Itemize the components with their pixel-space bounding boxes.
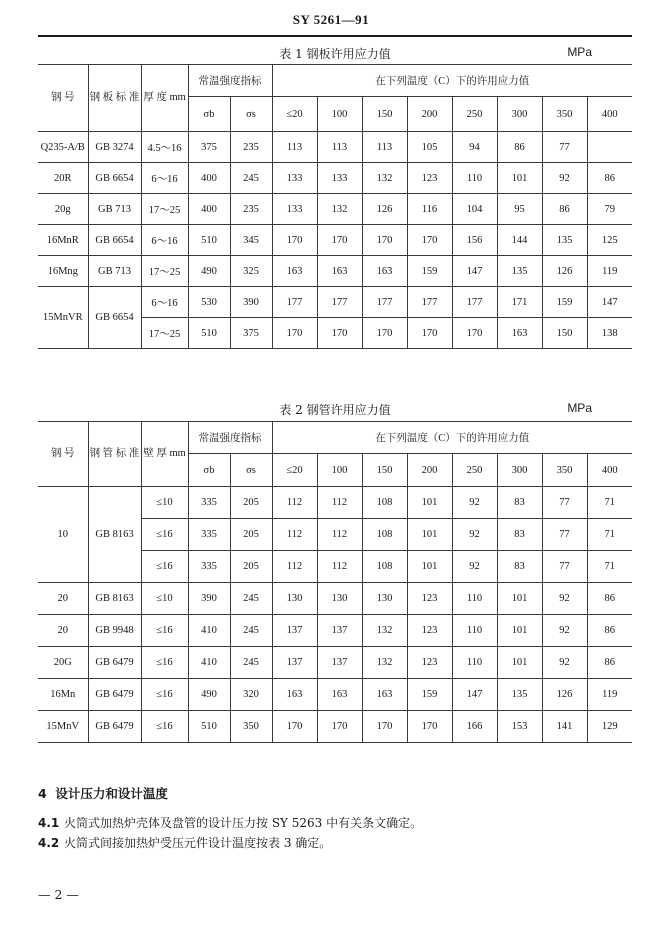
stress-value-cell: 116 (407, 194, 452, 225)
stress-value-cell: 110 (452, 615, 497, 647)
sigma-s-cell: 235 (230, 132, 272, 163)
stress-value-cell: 170 (317, 711, 362, 743)
stress-value-cell: 170 (317, 225, 362, 256)
document-header: SY 5261—91 (292, 12, 370, 27)
stress-value-cell: 135 (497, 256, 542, 287)
stress-value-cell: 163 (362, 679, 407, 711)
clause-4-1 (38, 814, 422, 831)
thickness-cell: ≤16 (141, 647, 188, 679)
stress-value-cell: 101 (497, 615, 542, 647)
grade-cell: 20g (38, 194, 88, 225)
stress-value-cell: 86 (587, 647, 632, 679)
stress-value-cell: 105 (407, 132, 452, 163)
sigma-s-cell: 245 (230, 583, 272, 615)
stress-value-cell: 86 (542, 194, 587, 225)
temperature-header: 100 (317, 454, 362, 487)
sigma-b-cell: 335 (188, 487, 230, 519)
stress-value-cell: 170 (317, 318, 362, 349)
stress-value-cell: 130 (317, 583, 362, 615)
stress-value-cell: 108 (362, 487, 407, 519)
stress-value-cell: 77 (542, 132, 587, 163)
stress-value-cell: 147 (452, 256, 497, 287)
table2-caption-bar (38, 398, 632, 418)
stress-value-cell: 86 (587, 163, 632, 194)
stress-value-cell: 137 (317, 615, 362, 647)
stress-value-cell: 113 (272, 132, 317, 163)
stress-value-cell: 77 (542, 487, 587, 519)
stress-value-cell: 133 (317, 163, 362, 194)
stress-value-cell: 108 (362, 519, 407, 551)
sigma-b-cell: 335 (188, 519, 230, 551)
stress-value-cell: 163 (362, 256, 407, 287)
sigma-s-cell: 205 (230, 551, 272, 583)
grade-cell: 15MnV (38, 711, 88, 743)
stress-value-cell: 77 (542, 551, 587, 583)
standard-header: 钢 板 标 准 (88, 65, 141, 132)
stress-value-cell: 159 (407, 256, 452, 287)
stress-value-cell: 112 (317, 551, 362, 583)
stress-value-cell: 86 (587, 615, 632, 647)
thickness-header: 壁 厚 mm (141, 422, 188, 487)
clause-number: 4.2 (38, 836, 60, 850)
stress-value-cell: 125 (587, 225, 632, 256)
table1-steel-plate-stress (38, 64, 632, 349)
temperature-header: 300 (497, 97, 542, 132)
sigma-b-cell: 510 (188, 711, 230, 743)
sigma-s-cell: 390 (230, 287, 272, 318)
stress-value-cell: 83 (497, 551, 542, 583)
grade-cell: 15MnVR (38, 287, 88, 349)
stress-value-cell: 77 (542, 519, 587, 551)
stress-value-cell: 159 (407, 679, 452, 711)
stress-value-cell: 92 (542, 615, 587, 647)
standard-cell: GB 8163 (88, 583, 141, 615)
strength-header: 常温强度指标 (188, 422, 272, 454)
thickness-cell: ≤16 (141, 519, 188, 551)
stress-value-cell: 144 (497, 225, 542, 256)
stress-value-cell: 110 (452, 583, 497, 615)
stress-value-cell: 92 (452, 551, 497, 583)
stress-value-cell: 177 (362, 287, 407, 318)
stress-value-cell: 123 (407, 615, 452, 647)
stress-value-cell: 170 (452, 318, 497, 349)
stress-value-cell: 130 (362, 583, 407, 615)
stress-value-cell: 132 (362, 163, 407, 194)
thickness-cell: 4.5～16 (141, 132, 188, 163)
stress-value-cell: 163 (272, 256, 317, 287)
sigma-b-cell: 400 (188, 194, 230, 225)
stress-value-cell: 170 (407, 711, 452, 743)
stress-value-cell: 126 (542, 679, 587, 711)
stress-value-cell: 95 (497, 194, 542, 225)
sigma-s-cell: 245 (230, 615, 272, 647)
sigma-b-cell: 375 (188, 132, 230, 163)
stress-value-cell: 170 (362, 225, 407, 256)
sigma-b-cell: 410 (188, 615, 230, 647)
stress-value-cell: 170 (272, 711, 317, 743)
standard-cell: GB 6654 (88, 163, 141, 194)
stress-value-cell: 123 (407, 583, 452, 615)
table1-caption: 表 1 钢板许用应力值 (279, 47, 391, 61)
thickness-cell: 6～16 (141, 287, 188, 318)
standard-cell: GB 3274 (88, 132, 141, 163)
temperature-header: ≤20 (272, 97, 317, 132)
thickness-header: 厚 度 mm (141, 65, 188, 132)
thickness-cell: 6～16 (141, 225, 188, 256)
table1-caption-bar (38, 42, 632, 62)
stress-value-cell: 129 (587, 711, 632, 743)
thickness-cell: ≤16 (141, 679, 188, 711)
grade-cell: 20G (38, 647, 88, 679)
temperature-header: 400 (587, 454, 632, 487)
strength-header: 常温强度指标 (188, 65, 272, 97)
stress-value-cell: 112 (272, 551, 317, 583)
stress-value-cell: 153 (497, 711, 542, 743)
sigma-s-cell: 205 (230, 519, 272, 551)
thickness-cell: 17～25 (141, 256, 188, 287)
stress-value-cell: 123 (407, 163, 452, 194)
stress-value-cell: 101 (407, 487, 452, 519)
stress-value-cell: 177 (452, 287, 497, 318)
section-number: 4 (38, 786, 47, 801)
sigma-b-cell: 390 (188, 583, 230, 615)
stress-value-cell (587, 132, 632, 163)
table-row (38, 615, 632, 647)
stress-value-cell: 112 (317, 519, 362, 551)
stress-value-cell: 112 (272, 519, 317, 551)
table2-steel-pipe-stress (38, 421, 632, 743)
grade-cell: 16Mng (38, 256, 88, 287)
stress-value-cell: 138 (587, 318, 632, 349)
stress-value-cell: 104 (452, 194, 497, 225)
grade-cell: Q235-A/B (38, 132, 88, 163)
table2-unit: MPa (567, 401, 592, 415)
stress-value-cell: 170 (362, 711, 407, 743)
stress-value-cell: 130 (272, 583, 317, 615)
stress-value-cell: 163 (317, 256, 362, 287)
thickness-cell: ≤16 (141, 615, 188, 647)
grade-header: 钢 号 (38, 65, 88, 132)
stress-value-cell: 71 (587, 487, 632, 519)
section-4-title (38, 784, 168, 802)
grade-header: 钢 号 (38, 422, 88, 487)
stress-value-cell: 150 (542, 318, 587, 349)
sigma-s-header: σs (230, 97, 272, 132)
stress-value-cell: 71 (587, 551, 632, 583)
stress-value-cell: 113 (362, 132, 407, 163)
stress-value-cell: 132 (317, 194, 362, 225)
standard-cell: GB 6479 (88, 679, 141, 711)
sigma-b-cell: 335 (188, 551, 230, 583)
allowable-stress-header: 在下列温度（C）下的许用应力值 (272, 65, 632, 97)
table-row (38, 583, 632, 615)
stress-value-cell: 147 (587, 287, 632, 318)
stress-value-cell: 177 (407, 287, 452, 318)
temperature-header: 100 (317, 97, 362, 132)
stress-value-cell: 137 (272, 647, 317, 679)
table-row (38, 647, 632, 679)
stress-value-cell: 177 (317, 287, 362, 318)
stress-value-cell: 133 (272, 163, 317, 194)
stress-value-cell: 83 (497, 519, 542, 551)
standard-cell: GB 6479 (88, 647, 141, 679)
stress-value-cell: 92 (542, 583, 587, 615)
table-row (38, 487, 632, 519)
stress-value-cell: 156 (452, 225, 497, 256)
stress-value-cell: 166 (452, 711, 497, 743)
stress-value-cell: 132 (362, 647, 407, 679)
stress-value-cell: 101 (407, 551, 452, 583)
stress-value-cell: 170 (272, 225, 317, 256)
stress-value-cell: 170 (407, 318, 452, 349)
allowable-stress-header: 在下列温度（C）下的许用应力值 (272, 422, 632, 454)
temperature-header: 350 (542, 97, 587, 132)
stress-value-cell: 110 (452, 163, 497, 194)
stress-value-cell: 141 (542, 711, 587, 743)
standard-cell: GB 6654 (88, 225, 141, 256)
stress-value-cell: 71 (587, 519, 632, 551)
sigma-s-cell: 350 (230, 711, 272, 743)
stress-value-cell: 177 (272, 287, 317, 318)
stress-value-cell: 92 (542, 163, 587, 194)
stress-value-cell: 92 (452, 487, 497, 519)
sigma-b-cell: 530 (188, 287, 230, 318)
sigma-b-cell: 410 (188, 647, 230, 679)
stress-value-cell: 171 (497, 287, 542, 318)
stress-value-cell: 92 (452, 519, 497, 551)
stress-value-cell: 135 (542, 225, 587, 256)
stress-value-cell: 163 (272, 679, 317, 711)
table-row (38, 287, 632, 318)
table-row (38, 132, 632, 163)
temperature-header: 150 (362, 97, 407, 132)
stress-value-cell: 101 (497, 583, 542, 615)
stress-value-cell: 86 (497, 132, 542, 163)
table-row (38, 256, 632, 287)
stress-value-cell: 159 (542, 287, 587, 318)
stress-value-cell: 137 (272, 615, 317, 647)
stress-value-cell: 147 (452, 679, 497, 711)
page-number: — 2 — (38, 887, 79, 902)
clause-text: 火筒式间接加热炉受压元件设计温度按表 3 确定。 (64, 836, 332, 850)
standard-cell: GB 8163 (88, 487, 141, 583)
table-row (38, 679, 632, 711)
stress-value-cell: 101 (497, 647, 542, 679)
sigma-s-header: σs (230, 454, 272, 487)
clause-text: 火筒式加热炉壳体及盘管的设计压力按 SY 5263 中有关条文确定。 (64, 816, 423, 830)
table1-unit: MPa (567, 45, 592, 59)
temperature-header: 250 (452, 454, 497, 487)
table-row (38, 163, 632, 194)
sigma-s-cell: 245 (230, 163, 272, 194)
stress-value-cell: 170 (272, 318, 317, 349)
stress-value-cell: 163 (317, 679, 362, 711)
thickness-cell: ≤10 (141, 583, 188, 615)
thickness-cell: 6～16 (141, 163, 188, 194)
sigma-s-cell: 375 (230, 318, 272, 349)
header-divider (38, 35, 632, 37)
thickness-cell: ≤16 (141, 551, 188, 583)
stress-value-cell: 86 (587, 583, 632, 615)
stress-value-cell: 170 (362, 318, 407, 349)
clause-number: 4.1 (38, 816, 60, 830)
sigma-s-cell: 325 (230, 256, 272, 287)
standard-header: 钢 管 标 准 (88, 422, 141, 487)
table-row (38, 711, 632, 743)
thickness-cell: ≤10 (141, 487, 188, 519)
standard-cell: GB 6479 (88, 711, 141, 743)
standard-cell: GB 713 (88, 256, 141, 287)
grade-cell: 20 (38, 615, 88, 647)
table2-caption: 表 2 钢管许用应力值 (279, 403, 391, 417)
sigma-b-cell: 510 (188, 225, 230, 256)
temperature-header: 250 (452, 97, 497, 132)
stress-value-cell: 92 (542, 647, 587, 679)
temperature-header: 300 (497, 454, 542, 487)
stress-value-cell: 113 (317, 132, 362, 163)
standard-cell: GB 9948 (88, 615, 141, 647)
thickness-cell: ≤16 (141, 711, 188, 743)
stress-value-cell: 112 (272, 487, 317, 519)
stress-value-cell: 112 (317, 487, 362, 519)
grade-cell: 20R (38, 163, 88, 194)
sigma-s-cell: 235 (230, 194, 272, 225)
stress-value-cell: 83 (497, 487, 542, 519)
stress-value-cell: 126 (542, 256, 587, 287)
stress-value-cell: 170 (407, 225, 452, 256)
sigma-s-cell: 245 (230, 647, 272, 679)
sigma-b-header: σb (188, 454, 230, 487)
stress-value-cell: 126 (362, 194, 407, 225)
stress-value-cell: 110 (452, 647, 497, 679)
temperature-header: 150 (362, 454, 407, 487)
grade-cell: 16Mn (38, 679, 88, 711)
stress-value-cell: 101 (497, 163, 542, 194)
sigma-b-header: σb (188, 97, 230, 132)
sigma-b-cell: 490 (188, 679, 230, 711)
sigma-b-cell: 510 (188, 318, 230, 349)
sigma-s-cell: 205 (230, 487, 272, 519)
temperature-header: ≤20 (272, 454, 317, 487)
standard-cell: GB 6654 (88, 287, 141, 349)
table-row (38, 225, 632, 256)
stress-value-cell: 119 (587, 256, 632, 287)
sigma-s-cell: 345 (230, 225, 272, 256)
stress-value-cell: 133 (272, 194, 317, 225)
temperature-header: 400 (587, 97, 632, 132)
stress-value-cell: 79 (587, 194, 632, 225)
stress-value-cell: 137 (317, 647, 362, 679)
temperature-header: 350 (542, 454, 587, 487)
thickness-cell: 17～25 (141, 318, 188, 349)
stress-value-cell: 123 (407, 647, 452, 679)
sigma-b-cell: 490 (188, 256, 230, 287)
thickness-cell: 17～25 (141, 194, 188, 225)
temperature-header: 200 (407, 454, 452, 487)
clause-4-2 (38, 834, 331, 851)
grade-cell: 10 (38, 487, 88, 583)
sigma-s-cell: 320 (230, 679, 272, 711)
standard-cell: GB 713 (88, 194, 141, 225)
temperature-header: 200 (407, 97, 452, 132)
stress-value-cell: 163 (497, 318, 542, 349)
table-row (38, 194, 632, 225)
stress-value-cell: 108 (362, 551, 407, 583)
stress-value-cell: 132 (362, 615, 407, 647)
stress-value-cell: 119 (587, 679, 632, 711)
stress-value-cell: 135 (497, 679, 542, 711)
stress-value-cell: 101 (407, 519, 452, 551)
sigma-b-cell: 400 (188, 163, 230, 194)
grade-cell: 20 (38, 583, 88, 615)
stress-value-cell: 94 (452, 132, 497, 163)
section-title-text: 设计压力和设计温度 (55, 786, 168, 801)
grade-cell: 16MnR (38, 225, 88, 256)
